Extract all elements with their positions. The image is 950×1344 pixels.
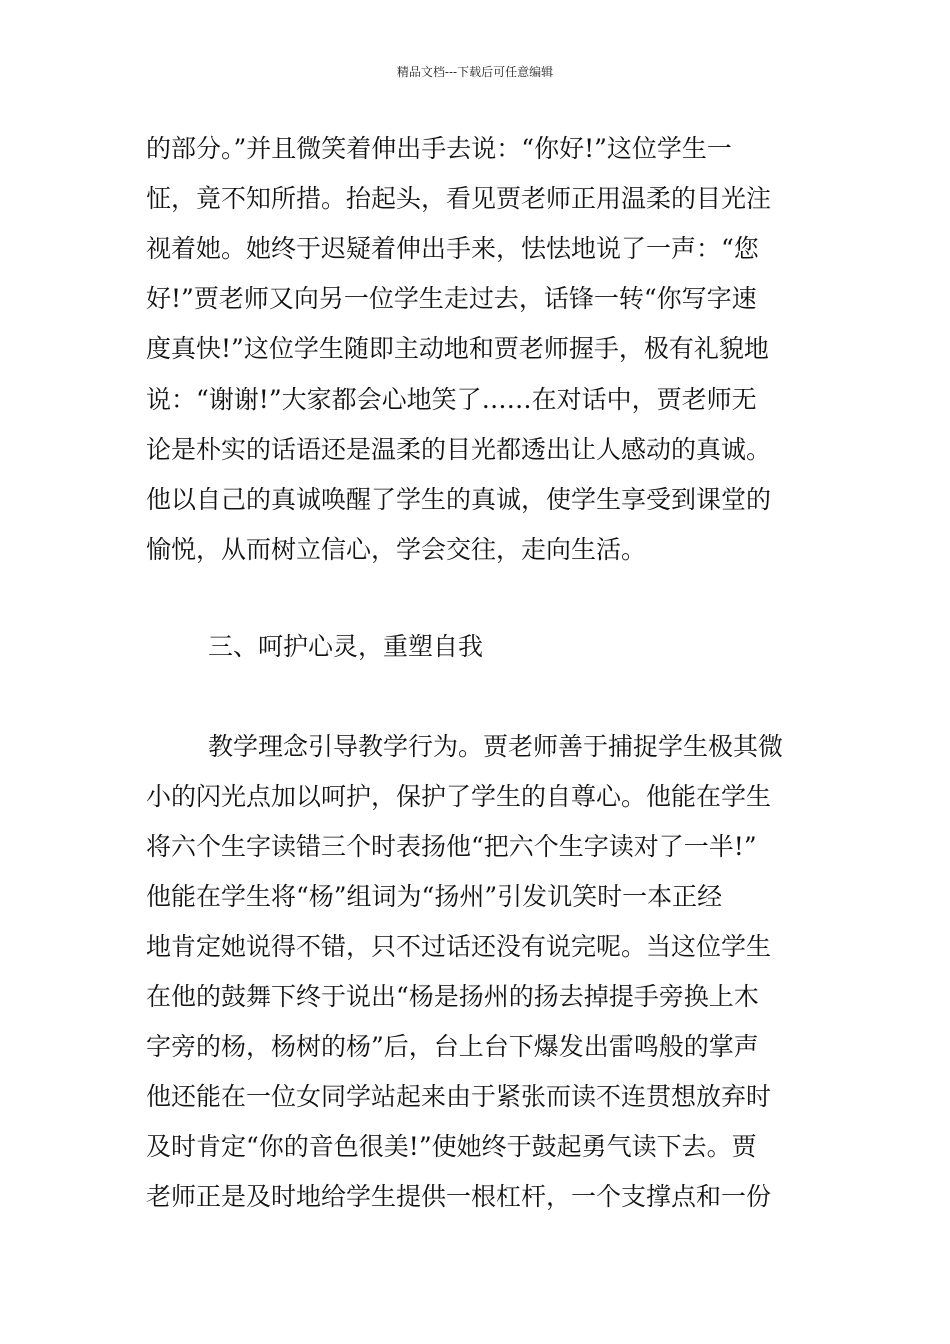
paragraph-1-line: 怔，竟不知所措。抬起头，看见贾老师正用温柔的目光注	[146, 184, 772, 213]
paragraph-1-line: 视着她。她终于迟疑着伸出手来，怯怯地说了一声：“您	[146, 234, 759, 263]
section-heading: 三、呵护心灵，重塑自我	[208, 632, 484, 661]
paragraph-2-line: 字旁的杨，杨树的杨”后，台上台下爆发出雷鸣般的掌声	[146, 1032, 759, 1061]
paragraph-1-line: 说：“谢谢!”大家都会心地笑了……在对话中，贾老师无	[146, 385, 757, 414]
paragraph-2-line: 在他的鼓舞下终于说出“杨是扬州的扬去掉提手旁换上木	[146, 982, 759, 1011]
paragraph-2-line: 小的闪光点加以呵护，保护了学生的自尊心。他能在学生	[146, 782, 772, 811]
paragraph-1-line: 论是朴实的话语还是温柔的目光都透出让人感动的真诚。	[146, 435, 772, 464]
paragraph-2-line: 他能在学生将“杨”组词为“扬州”引发讥笑时一本正经	[146, 882, 723, 911]
paragraph-2-line: 他还能在一位女同学站起来由于紧张而读不连贯想放弃时	[146, 1082, 772, 1111]
paragraph-1-line: 的部分。”并且微笑着伸出手去说：“你好!”这位学生一	[146, 134, 732, 163]
paragraph-2-line: 老师正是及时地给学生提供一根杠杆，一个支撑点和一份	[146, 1182, 772, 1211]
paragraph-1-line: 好!”贾老师又向另一位学生走过去，话锋一转“你写字速	[146, 284, 757, 313]
paragraph-1-line: 愉悦，从而树立信心，学会交往，走向生活。	[146, 535, 647, 564]
paragraph-2-line: 将六个生字读错三个时表扬他“把六个生字读对了一半!”	[146, 832, 757, 861]
paragraph-1-line: 他以自己的真诚唤醒了学生的真诚，使学生享受到课堂的	[146, 485, 772, 514]
paragraph-2-line: 及时肯定“你的音色很美!”使她终于鼓起勇气读下去。贾	[146, 1132, 757, 1161]
paragraph-2-line: 教学理念引导教学行为。贾老师善于捕捉学生极其微	[208, 732, 784, 761]
paragraph-2-line: 地肯定她说得不错，只不过话还没有说完呢。当这位学生	[146, 932, 772, 961]
paragraph-1-line: 度真快!”这位学生随即主动地和贾老师握手，极有礼貌地	[146, 334, 769, 363]
page-header: 精品文档---下载后可任意编辑	[396, 65, 554, 79]
